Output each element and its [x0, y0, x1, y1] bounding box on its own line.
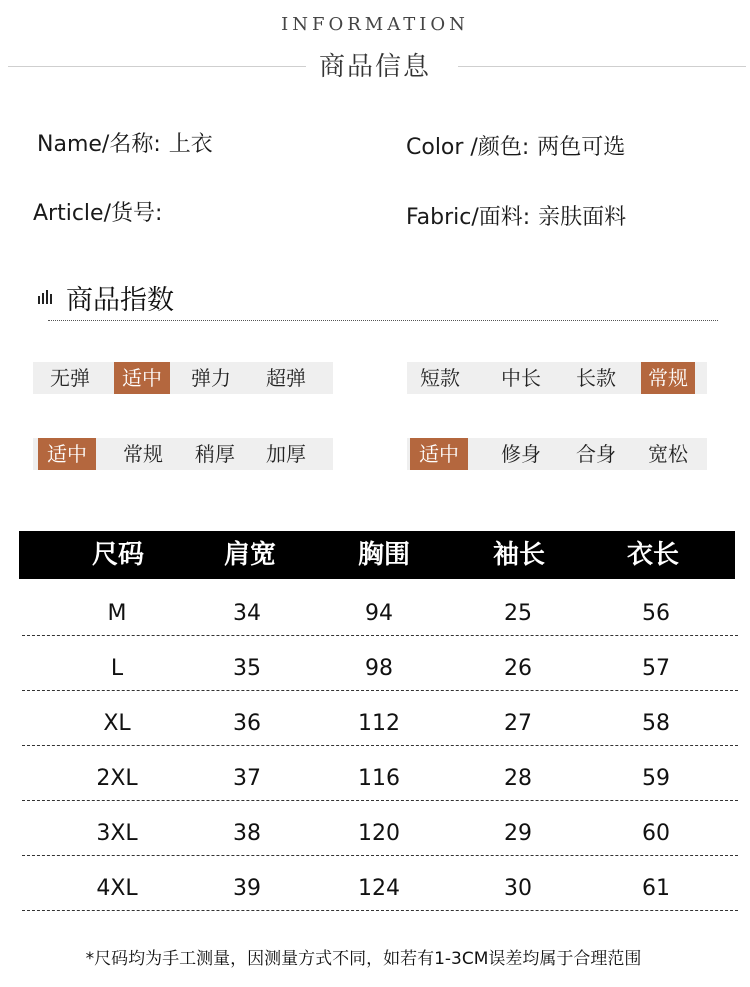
table-cell: 28 — [504, 766, 532, 791]
header-chinese-title: 商品信息 — [318, 52, 431, 82]
table-cell: 36 — [233, 711, 261, 736]
table-row — [0, 865, 750, 920]
table-cell: 61 — [642, 876, 670, 901]
option-fit-2: 修身 — [501, 442, 541, 466]
option-elasticity-1: 无弹 — [50, 366, 90, 390]
option-length-1: 短款 — [420, 366, 460, 390]
table-cell: 30 — [504, 876, 532, 901]
table-cell: 60 — [642, 821, 670, 846]
info-color-label: Color /颜色: — [406, 135, 530, 160]
info-name — [37, 127, 213, 158]
table-cell: 116 — [358, 766, 400, 791]
table-cell: 124 — [358, 876, 400, 901]
measurement-footnote: *尺码均为手工测量，因测量方式不同，如若有1-3CM误差均属于合理范围 — [85, 949, 642, 969]
option-fit-3: 合身 — [576, 442, 616, 466]
table-cell: 120 — [358, 821, 400, 846]
size-table-header — [19, 531, 735, 579]
header-english-title: INFORMATION — [281, 14, 469, 35]
table-cell: 98 — [365, 656, 393, 681]
table-cell: 94 — [365, 601, 393, 626]
option-thickness-3: 稍厚 — [195, 442, 235, 466]
option-row-fit — [407, 438, 707, 470]
option-row-length — [407, 362, 707, 394]
info-color-value: 两色可选 — [537, 135, 626, 160]
table-row-divider — [22, 635, 738, 636]
info-article-label: Article/货号: — [33, 201, 163, 226]
index-divider — [48, 320, 718, 321]
table-cell: 25 — [504, 601, 532, 626]
option-fit-4: 宽松 — [648, 442, 688, 466]
table-row-divider — [22, 690, 738, 691]
table-row — [0, 700, 750, 755]
bar-chart-icon — [38, 290, 54, 304]
size-table-header-cell: 肩宽 — [223, 540, 276, 570]
option-row-elasticity — [33, 362, 333, 394]
table-row-divider — [22, 855, 738, 856]
option-length-4: 常规 — [641, 362, 695, 394]
info-article — [33, 196, 170, 227]
info-name-label: Name/名称: — [37, 132, 161, 157]
table-cell: 29 — [504, 821, 532, 846]
info-name-value: 上衣 — [168, 132, 213, 157]
table-cell: 112 — [358, 711, 400, 736]
option-thickness-4: 加厚 — [266, 442, 306, 466]
option-row-thickness — [33, 438, 333, 470]
table-cell: M — [107, 601, 127, 626]
info-fabric-label: Fabric/面料: — [406, 205, 531, 230]
table-row-divider — [22, 800, 738, 801]
size-table-header-cell: 袖长 — [492, 540, 545, 570]
table-cell: XL — [103, 711, 131, 736]
table-row-divider — [22, 910, 738, 911]
table-cell: 3XL — [96, 821, 138, 846]
table-cell: 57 — [642, 656, 670, 681]
table-row — [0, 645, 750, 700]
option-thickness-2: 常规 — [123, 442, 163, 466]
option-elasticity-4: 超弹 — [266, 366, 306, 390]
table-row — [0, 590, 750, 645]
table-cell: 4XL — [96, 876, 138, 901]
option-elasticity-3: 弹力 — [191, 366, 231, 390]
table-cell: 37 — [233, 766, 261, 791]
table-cell: 34 — [233, 601, 261, 626]
table-cell: 26 — [504, 656, 532, 681]
table-cell: 56 — [642, 601, 670, 626]
option-fit-1: 适中 — [410, 438, 468, 470]
table-row — [0, 810, 750, 865]
table-cell: 38 — [233, 821, 261, 846]
table-cell: 59 — [642, 766, 670, 791]
info-fabric-value: 亲肤面料 — [538, 205, 627, 230]
size-table-header-cell: 衣长 — [626, 540, 679, 570]
table-cell: 35 — [233, 656, 261, 681]
option-elasticity-2: 适中 — [114, 362, 170, 394]
size-table-header-cell: 胸围 — [357, 540, 410, 570]
size-table-header-cell: 尺码 — [91, 540, 144, 570]
table-row — [0, 755, 750, 810]
table-cell: 39 — [233, 876, 261, 901]
table-cell: 27 — [504, 711, 532, 736]
option-length-3: 长款 — [576, 366, 616, 390]
table-row-divider — [22, 745, 738, 746]
info-fabric — [406, 200, 626, 231]
option-length-2: 中长 — [501, 366, 541, 390]
table-cell: L — [110, 656, 124, 681]
table-cell: 2XL — [96, 766, 138, 791]
table-cell: 58 — [642, 711, 670, 736]
info-color — [406, 130, 625, 161]
option-thickness-1: 适中 — [38, 438, 96, 470]
index-title: 商品指数 — [66, 285, 174, 316]
header-divider-right — [458, 66, 746, 67]
